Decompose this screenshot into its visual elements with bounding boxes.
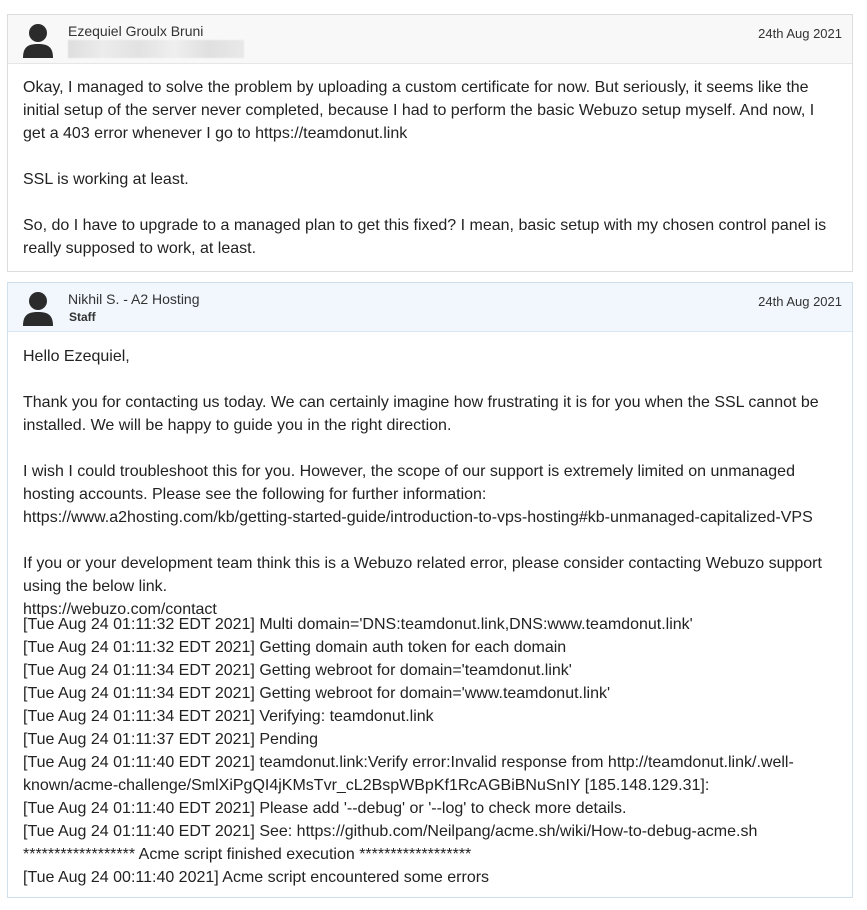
staff-badge: Staff (69, 310, 96, 324)
user-avatar-icon (22, 23, 54, 59)
redacted-email (68, 40, 244, 58)
log-line: [Tue Aug 24 01:11:40 EDT 2021] teamdonut.link:Verify error:Invalid response from http://teamdonut.link/.well-known/acme-challenge/SmlXiPgQI4jKMsTvr_cL2BspWBpKf1RcAGBiBNuSnIY [185.148.129.31]: (23, 754, 794, 794)
message-paragraph: I wish I could troubleshoot this for you. However, the scope of our support is extremely limited on unmanaged hosting accounts. Please see the following for further information: (23, 463, 795, 503)
poster-name: Nikhil S. - A2 Hosting (68, 291, 200, 307)
log-line: [Tue Aug 24 01:11:34 EDT 2021] Getting webroot for domain='teamdonut.link' (23, 662, 572, 679)
message-paragraph: SSL is working at least. (23, 171, 189, 188)
log-line: [Tue Aug 24 01:11:40 EDT 2021] Please add '--debug' or '--log' to check more details. (23, 800, 627, 817)
message-paragraph: Thank you for contacting us today. We can certainly imagine how frustrating it is for you when the SSL cannot be installed. We will be happy to guide you in the right direction. (23, 394, 819, 434)
log-line: [Tue Aug 24 01:11:34 EDT 2021] Verifying: teamdonut.link (23, 708, 434, 725)
user-avatar-icon (22, 291, 54, 327)
message-paragraph: Hello Ezequiel, (23, 348, 130, 365)
reply-message (23, 76, 834, 260)
log-line: [Tue Aug 24 01:11:34 EDT 2021] Getting webroot for domain='www.teamdonut.link' (23, 685, 611, 702)
log-line: [Tue Aug 24 01:11:32 EDT 2021] Getting domain auth token for each domain (23, 639, 567, 656)
log-line: [Tue Aug 24 01:11:37 EDT 2021] Pending (23, 731, 319, 748)
reply-date: 24th Aug 2021 (758, 294, 842, 309)
kb-link[interactable]: https://www.a2hosting.com/kb/getting-started-guide/introduction-to-vps-hosting#kb-unmanaged-capitalized-VPS (23, 509, 813, 526)
log-line: [Tue Aug 24 01:11:40 EDT 2021] See: https://github.com/Neilpang/acme.sh/wiki/How-to-debug-acme.sh (23, 823, 758, 840)
log-line: ****************** Acme script finished execution ****************** (23, 846, 472, 863)
acme-log (23, 613, 842, 889)
client-reply (7, 14, 853, 272)
webuzo-contact-link[interactable]: https://webuzo.com/contact (23, 601, 217, 618)
message-paragraph: If you or your development team think this is a Webuzo related error, please consider contacting Webuzo support using the below link. (23, 555, 822, 595)
staff-reply (7, 282, 853, 898)
log-line: [Tue Aug 24 00:11:40 2021] Acme script encountered some errors (23, 869, 490, 886)
poster-name: Ezequiel Groulx Bruni (68, 23, 204, 39)
reply-message (23, 345, 834, 618)
message-paragraph: Okay, I managed to solve the problem by uploading a custom certificate for now. But seriously, it seems like the initial setup of the server never completed, because I had to perform the basic Webuzo setup myself. And now, I get a 403 error whenever I go to https://teamdonut.link (23, 79, 815, 142)
message-paragraph: So, do I have to upgrade to a managed plan to get this fixed? I mean, basic setup with my chosen control panel is really supposed to work, at least. (23, 217, 827, 257)
log-line: [Tue Aug 24 01:11:32 EDT 2021] Multi domain='DNS:teamdonut.link,DNS:www.teamdonut.link' (23, 616, 693, 633)
reply-date: 24th Aug 2021 (758, 26, 842, 41)
reply-header (8, 15, 852, 64)
reply-header (8, 283, 852, 332)
